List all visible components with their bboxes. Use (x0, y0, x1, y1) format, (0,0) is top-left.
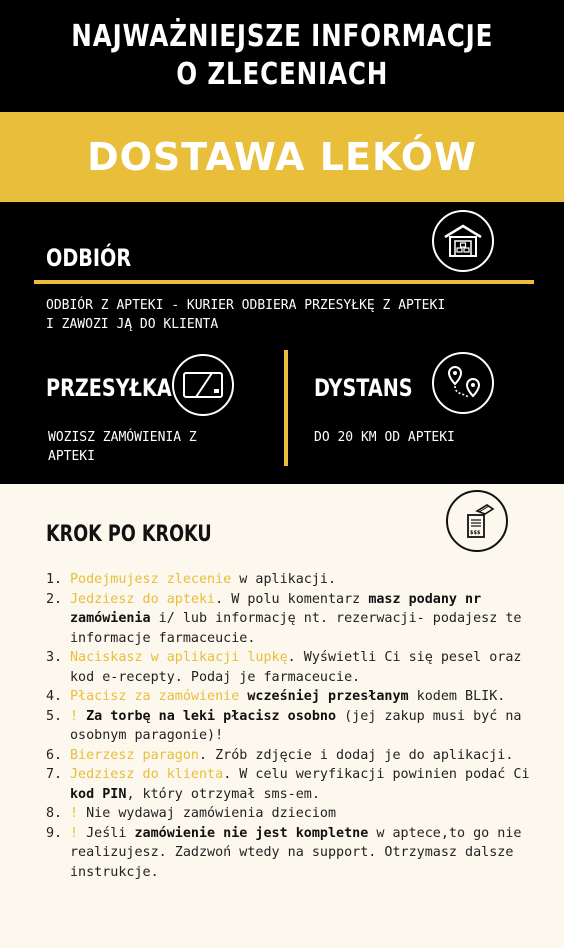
odbior-divider (34, 280, 534, 284)
header (0, 0, 564, 112)
step-highlight: Jedziesz do apteki (70, 591, 216, 607)
step-item (46, 648, 546, 687)
przesylka-title: PRZESYŁKA (46, 374, 172, 402)
step-text (70, 804, 546, 824)
step-number: 2. (46, 591, 63, 607)
warehouse-icon (432, 210, 494, 272)
step-item (46, 824, 546, 883)
step-highlight: ! (70, 806, 79, 821)
step-bold: wcześniej przesłanym (247, 689, 409, 704)
banner (0, 112, 564, 202)
step-item (46, 804, 546, 824)
step-text-part: w aptece,to go nie realizujesz. Zadzwoń wtedy na support. Otrzymasz dalsze instrukcje. (70, 825, 522, 880)
step-text-part: . W celu weryfikacji powinien podać Ci (223, 767, 530, 782)
step-number: 1. (46, 572, 63, 587)
przesylka-description: WOZISZ ZAMÓWIENIA Z APTEKI (48, 430, 197, 464)
step-number: 6. (46, 747, 63, 763)
step-highlight: Naciskasz w aplikacji lupkę (70, 650, 288, 665)
info-section (0, 202, 564, 484)
step-text (70, 648, 546, 687)
step-item (46, 707, 546, 746)
step-number: 5. (46, 708, 63, 724)
page-title-line1: NAJWAŻNIEJSZE INFORMACJE (71, 19, 493, 54)
step-highlight: ! (70, 825, 79, 841)
steps-title: KROK PO KROKU (46, 522, 212, 547)
step-bold: masz podany nr zamówienia (70, 591, 482, 626)
steps-list (46, 570, 546, 882)
step-text-part: w aplikacji. (231, 572, 337, 587)
step-bold: zamówienie nie jest kompletne (134, 825, 369, 841)
step-item (46, 687, 546, 707)
step-bold: kod PIN (70, 786, 127, 802)
step-highlight: Bierzesz paragon (70, 747, 199, 763)
step-text (70, 687, 546, 707)
step-text-part: , który otrzymał sms-em. (126, 786, 320, 802)
step-number: 7. (46, 767, 63, 782)
step-highlight: Płacisz za zamówienie (70, 689, 240, 704)
step-text-part: . Zrób zdjęcie i dodaj je do aplikacji. (199, 747, 514, 763)
odbior-description: ODBIÓR Z APTEKI - KURIER ODBIERA PRZESYŁKĘ Z APTEKI I ZAWOZI JĄ DO KLIENTA (46, 298, 446, 332)
step-text (70, 590, 546, 649)
step-number: 9. (46, 825, 63, 841)
route-map-icon (432, 352, 494, 414)
step-item (46, 590, 546, 649)
step-text (70, 570, 546, 590)
step-item (46, 746, 546, 766)
step-number: 3. (46, 650, 63, 665)
receipt-payment-icon (446, 490, 508, 552)
step-text-part: . Wyświetli Ci się pesel oraz kod e-recepty. Podaj je farmaceucie. (70, 650, 522, 685)
step-text-part: kodem BLIK. (408, 689, 506, 704)
page-title-line2: O ZLECENIACH (176, 57, 388, 92)
odbior-title: ODBIÓR (46, 244, 132, 272)
step-bold: Za torbę na leki płacisz osobno (86, 708, 337, 724)
step-text-part (78, 709, 86, 724)
step-text-part: . W polu komentarz (215, 591, 369, 607)
dystans-description: DO 20 KM OD APTEKI (314, 430, 455, 445)
svg-text:$$$: $$$ (470, 530, 481, 536)
step-text (70, 824, 546, 883)
step-item (46, 570, 546, 590)
vertical-divider (284, 350, 288, 466)
step-text (70, 765, 546, 804)
step-text (70, 746, 546, 766)
step-text-part: (jej zakup musi być na osobnym paragonie)! (70, 708, 522, 743)
step-number: 4. (46, 689, 63, 704)
step-text (70, 707, 546, 746)
step-highlight: ! (70, 708, 79, 724)
step-number: 8. (46, 806, 63, 821)
step-item (46, 765, 546, 804)
dystans-title: DYSTANS (314, 374, 413, 402)
banner-title: DOSTAWA LEKÓW (87, 135, 477, 179)
step-highlight: Podejmujesz zlecenie (70, 572, 232, 587)
step-text-part: Jeśli (78, 825, 135, 841)
step-text-part: i/ lub informację nt. rezerwacji- podajesz te informacje farmaceucie. (70, 611, 522, 646)
step-highlight: Jedziesz do klienta (70, 767, 224, 782)
card-icon (172, 354, 234, 416)
step-text-part: Nie wydawaj zamówienia dzieciom (78, 806, 337, 821)
